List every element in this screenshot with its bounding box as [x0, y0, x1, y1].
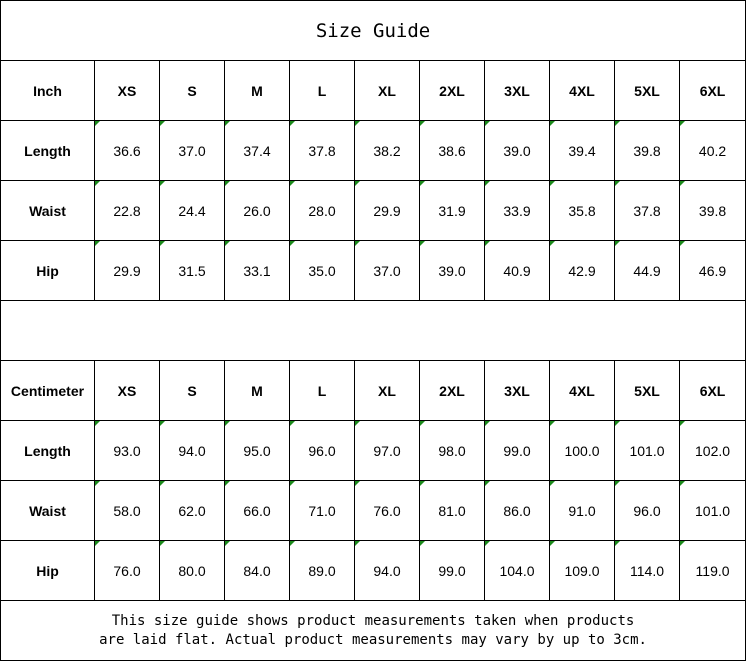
- cm-row-hip: [1, 541, 746, 601]
- cm-cell-length-6xl: 102.0: [680, 421, 746, 481]
- inch-cell-hip-6xl: 46.9: [680, 241, 746, 301]
- cm-cell-length-l: 96.0: [290, 421, 355, 481]
- cm-cell-hip-l: 89.0: [290, 541, 355, 601]
- cm-cell-length-4xl: 100.0: [550, 421, 615, 481]
- cm-size-header-l: L: [290, 361, 355, 421]
- inch-cell-length-s: 37.0: [160, 121, 225, 181]
- inch-cell-waist-5xl: 37.8: [615, 181, 680, 241]
- footnote: [1, 601, 746, 661]
- inch-cell-waist-xl: 29.9: [355, 181, 420, 241]
- inch-cell-hip-2xl: 39.0: [420, 241, 485, 301]
- inch-cell-hip-s: 31.5: [160, 241, 225, 301]
- cm-header-row: [1, 361, 746, 421]
- cm-size-header-m: M: [225, 361, 290, 421]
- inch-size-header-3xl: 3XL: [485, 61, 550, 121]
- inch-cell-hip-5xl: 44.9: [615, 241, 680, 301]
- inch-cell-waist-xs: 22.8: [95, 181, 160, 241]
- cm-cell-hip-xs: 76.0: [95, 541, 160, 601]
- inch-cell-length-4xl: 39.4: [550, 121, 615, 181]
- inch-size-header-4xl: 4XL: [550, 61, 615, 121]
- inch-cell-hip-m: 33.1: [225, 241, 290, 301]
- cm-cell-waist-s: 62.0: [160, 481, 225, 541]
- inch-header-row: [1, 61, 746, 121]
- cm-cell-length-3xl: 99.0: [485, 421, 550, 481]
- cm-cell-hip-3xl: 104.0: [485, 541, 550, 601]
- cm-size-header-s: S: [160, 361, 225, 421]
- cm-size-header-4xl: 4XL: [550, 361, 615, 421]
- cm-size-header-5xl: 5XL: [615, 361, 680, 421]
- inch-cell-waist-m: 26.0: [225, 181, 290, 241]
- inch-cell-length-xs: 36.6: [95, 121, 160, 181]
- cm-cell-waist-5xl: 96.0: [615, 481, 680, 541]
- inch-cell-hip-xs: 29.9: [95, 241, 160, 301]
- title-row: [1, 1, 746, 61]
- spacer-cell: [1, 301, 746, 361]
- cm-row-length: [1, 421, 746, 481]
- inch-cell-hip-4xl: 42.9: [550, 241, 615, 301]
- cm-cell-length-2xl: 98.0: [420, 421, 485, 481]
- inch-cell-waist-3xl: 33.9: [485, 181, 550, 241]
- inch-cell-length-xl: 38.2: [355, 121, 420, 181]
- cm-row-waist: [1, 481, 746, 541]
- inch-unit-label: Inch: [1, 61, 95, 121]
- footnote-row: [1, 601, 746, 661]
- inch-size-header-s: S: [160, 61, 225, 121]
- cm-row-label-length: Length: [1, 421, 95, 481]
- inch-cell-hip-xl: 37.0: [355, 241, 420, 301]
- inch-row-label-waist: Waist: [1, 181, 95, 241]
- section-spacer: [1, 301, 746, 361]
- inch-row-length: [1, 121, 746, 181]
- inch-cell-length-5xl: 39.8: [615, 121, 680, 181]
- inch-cell-hip-3xl: 40.9: [485, 241, 550, 301]
- inch-size-header-2xl: 2XL: [420, 61, 485, 121]
- cm-row-label-hip: Hip: [1, 541, 95, 601]
- inch-cell-length-m: 37.4: [225, 121, 290, 181]
- cm-cell-hip-6xl: 119.0: [680, 541, 746, 601]
- cm-cell-length-5xl: 101.0: [615, 421, 680, 481]
- inch-size-header-6xl: 6XL: [680, 61, 746, 121]
- inch-cell-hip-l: 35.0: [290, 241, 355, 301]
- cm-cell-waist-m: 66.0: [225, 481, 290, 541]
- inch-cell-waist-2xl: 31.9: [420, 181, 485, 241]
- inch-cell-waist-s: 24.4: [160, 181, 225, 241]
- cm-cell-waist-6xl: 101.0: [680, 481, 746, 541]
- inch-row-label-hip: Hip: [1, 241, 95, 301]
- inch-cell-waist-6xl: 39.8: [680, 181, 746, 241]
- cm-cell-waist-2xl: 81.0: [420, 481, 485, 541]
- cm-cell-waist-4xl: 91.0: [550, 481, 615, 541]
- cm-cell-length-xs: 93.0: [95, 421, 160, 481]
- cm-cell-length-s: 94.0: [160, 421, 225, 481]
- cm-cell-hip-m: 84.0: [225, 541, 290, 601]
- cm-cell-hip-4xl: 109.0: [550, 541, 615, 601]
- size-guide-body: [1, 1, 746, 661]
- inch-size-header-m: M: [225, 61, 290, 121]
- cm-size-header-6xl: 6XL: [680, 361, 746, 421]
- inch-row-waist: [1, 181, 746, 241]
- inch-cell-length-2xl: 38.6: [420, 121, 485, 181]
- inch-cell-length-3xl: 39.0: [485, 121, 550, 181]
- cm-cell-hip-2xl: 99.0: [420, 541, 485, 601]
- cm-unit-label: Centimeter: [1, 361, 95, 421]
- inch-size-header-xs: XS: [95, 61, 160, 121]
- cm-cell-length-m: 95.0: [225, 421, 290, 481]
- inch-cell-length-6xl: 40.2: [680, 121, 746, 181]
- cm-cell-length-xl: 97.0: [355, 421, 420, 481]
- cm-cell-waist-l: 71.0: [290, 481, 355, 541]
- inch-cell-length-l: 37.8: [290, 121, 355, 181]
- inch-row-label-length: Length: [1, 121, 95, 181]
- cm-size-header-xl: XL: [355, 361, 420, 421]
- cm-cell-hip-xl: 94.0: [355, 541, 420, 601]
- inch-cell-waist-l: 28.0: [290, 181, 355, 241]
- inch-size-header-xl: XL: [355, 61, 420, 121]
- inch-cell-waist-4xl: 35.8: [550, 181, 615, 241]
- inch-row-hip: [1, 241, 746, 301]
- footnote-line-1: This size guide shows product measurements taken when products: [111, 612, 635, 629]
- cm-cell-hip-5xl: 114.0: [615, 541, 680, 601]
- inch-size-header-l: L: [290, 61, 355, 121]
- page-title: Size Guide: [1, 1, 746, 61]
- inch-size-header-5xl: 5XL: [615, 61, 680, 121]
- cm-row-label-waist: Waist: [1, 481, 95, 541]
- footnote-line-2: are laid flat. Actual product measurements may vary by up to 3cm.: [99, 631, 647, 648]
- cm-size-header-xs: XS: [95, 361, 160, 421]
- cm-cell-waist-xs: 58.0: [95, 481, 160, 541]
- cm-cell-waist-xl: 76.0: [355, 481, 420, 541]
- cm-cell-hip-s: 80.0: [160, 541, 225, 601]
- cm-cell-waist-3xl: 86.0: [485, 481, 550, 541]
- cm-size-header-2xl: 2XL: [420, 361, 485, 421]
- cm-size-header-3xl: 3XL: [485, 361, 550, 421]
